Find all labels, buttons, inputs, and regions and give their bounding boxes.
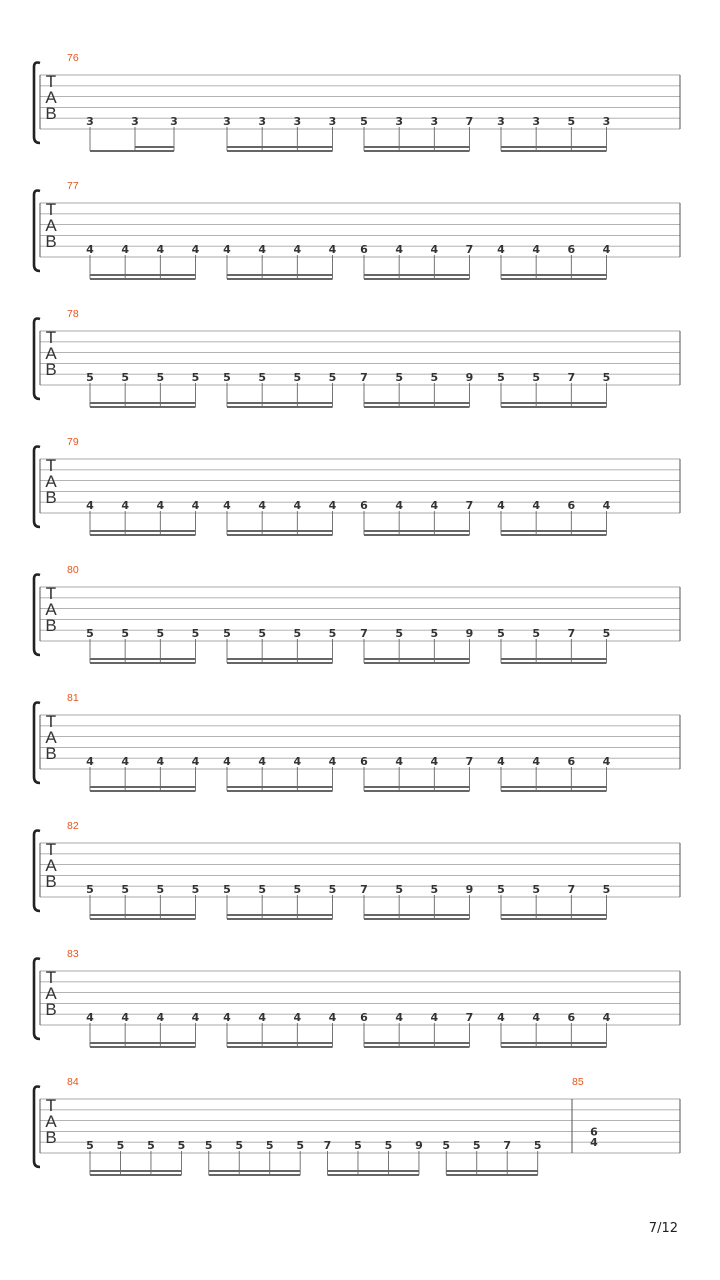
fret-number: 5 [328, 627, 337, 640]
fret-number: 4 [258, 243, 266, 256]
fret-number: 3 [293, 115, 302, 128]
fret-number: 5 [354, 1139, 362, 1152]
measure-number: 76 [67, 52, 79, 64]
fret-number: 4 [191, 755, 200, 768]
fret-number: 4 [293, 243, 302, 256]
tab-clef-letter: B [45, 872, 57, 891]
tab-clef-letter: A [45, 984, 57, 1003]
fret-number: 4 [121, 755, 129, 768]
fret-number: 3 [170, 115, 178, 128]
fret-number: 7 [360, 883, 368, 896]
measure-number: 78 [67, 308, 79, 320]
fret-number: 7 [567, 627, 576, 640]
tab-clef-letter: A [45, 728, 57, 747]
fret-number: 9 [415, 1139, 423, 1152]
fret-number: 4 [258, 1011, 266, 1024]
fret-number: 5 [395, 627, 403, 640]
tab-clef-letter: A [45, 600, 57, 619]
fret-number: 4 [258, 755, 266, 768]
tab-system [34, 1076, 680, 1175]
fret-number: 5 [430, 371, 439, 384]
fret-number: 9 [465, 883, 474, 896]
fret-number: 4 [258, 499, 266, 512]
tab-clef-letter: B [45, 1000, 57, 1019]
fret-number: 4 [293, 499, 302, 512]
fret-number: 3 [223, 115, 231, 128]
fret-number: 5 [235, 1139, 244, 1152]
fret-number: 5 [156, 627, 165, 640]
fret-number: 3 [602, 115, 611, 128]
fret-number: 4 [328, 1011, 337, 1024]
fret-number: 4 [395, 243, 403, 256]
tab-clef-letter: B [45, 360, 57, 379]
fret-number: 3 [430, 115, 439, 128]
fret-number: 5 [296, 1139, 305, 1152]
fret-number: 6 [590, 1125, 598, 1139]
fret-number: 5 [532, 371, 540, 384]
fret-number: 4 [191, 499, 200, 512]
system-bracket [34, 831, 40, 912]
fret-number: 4 [532, 243, 540, 256]
fret-number: 4 [395, 1011, 403, 1024]
system-bracket [34, 575, 40, 656]
fret-number: 5 [156, 371, 165, 384]
fret-number: 7 [503, 1139, 512, 1152]
fret-number: 7 [360, 371, 368, 384]
fret-number: 4 [395, 755, 403, 768]
fret-number: 4 [86, 243, 94, 256]
fret-number: 5 [293, 627, 302, 640]
fret-number: 5 [86, 627, 94, 640]
fret-number: 4 [121, 243, 129, 256]
fret-number: 4 [86, 1011, 94, 1024]
tab-system [34, 308, 680, 407]
fret-number: 7 [567, 883, 576, 896]
fret-number: 6 [567, 499, 576, 512]
tab-clef-letter: A [45, 472, 57, 491]
fret-number: 5 [532, 627, 540, 640]
measure-number: 85 [572, 1076, 584, 1088]
fret-number: 5 [204, 1139, 213, 1152]
fret-number: 4 [497, 755, 505, 768]
fret-number: 7 [465, 115, 474, 128]
fret-number: 7 [323, 1139, 332, 1152]
fret-number: 4 [86, 499, 94, 512]
fret-number: 3 [532, 115, 540, 128]
tab-clef-letter: B [45, 232, 57, 251]
fret-number: 4 [602, 1011, 611, 1024]
fret-number: 5 [602, 883, 611, 896]
measure-number: 77 [67, 180, 79, 192]
fret-number: 6 [360, 243, 368, 256]
fret-number: 4 [223, 243, 231, 256]
fret-number: 4 [590, 1136, 598, 1150]
fret-number: 5 [497, 371, 505, 384]
tab-system [34, 820, 680, 919]
fret-number: 7 [465, 1011, 474, 1024]
fret-number: 5 [121, 371, 129, 384]
fret-number: 5 [265, 1139, 274, 1152]
tab-clef-letter: B [45, 104, 57, 123]
fret-number: 5 [567, 115, 576, 128]
fret-number: 5 [328, 883, 337, 896]
fret-number: 4 [430, 755, 439, 768]
measure-number: 79 [67, 436, 79, 448]
system-bracket [34, 63, 40, 144]
fret-number: 5 [177, 1139, 186, 1152]
fret-number: 4 [156, 243, 165, 256]
fret-number: 4 [156, 499, 165, 512]
tab-clef-letter: T [45, 328, 57, 347]
fret-number: 5 [328, 371, 337, 384]
fret-number: 5 [472, 1139, 481, 1152]
tab-clef-letter: B [45, 744, 57, 763]
fret-number: 5 [360, 115, 368, 128]
fret-number: 5 [121, 883, 129, 896]
fret-number: 3 [131, 115, 139, 128]
fret-number: 7 [360, 627, 368, 640]
fret-number: 4 [328, 499, 337, 512]
fret-number: 5 [497, 883, 505, 896]
fret-number: 7 [465, 243, 474, 256]
tab-clef-letter: A [45, 88, 57, 107]
fret-number: 5 [191, 627, 200, 640]
fret-number: 3 [258, 115, 266, 128]
tab-system [34, 52, 680, 151]
tab-clef-letter: A [45, 856, 57, 875]
fret-number: 5 [191, 371, 200, 384]
fret-number: 7 [465, 755, 474, 768]
fret-number: 6 [567, 755, 576, 768]
system-bracket [34, 191, 40, 272]
fret-number: 5 [430, 883, 439, 896]
fret-number: 5 [395, 883, 403, 896]
fret-number: 4 [328, 243, 337, 256]
fret-number: 6 [360, 1011, 368, 1024]
system-bracket [34, 703, 40, 784]
tab-clef-letter: B [45, 616, 57, 635]
fret-number: 7 [465, 499, 474, 512]
fret-number: 4 [430, 243, 439, 256]
fret-number: 5 [602, 627, 611, 640]
fret-number: 4 [430, 1011, 439, 1024]
fret-number: 4 [191, 243, 200, 256]
tab-clef-letter: B [45, 1128, 57, 1147]
measure-number: 83 [67, 948, 79, 960]
fret-number: 5 [223, 627, 231, 640]
fret-number: 4 [293, 1011, 302, 1024]
tab-clef-letter: T [45, 72, 57, 91]
fret-number: 4 [223, 1011, 231, 1024]
fret-number: 4 [497, 499, 505, 512]
tab-clef-letter: T [45, 840, 57, 859]
tab-system [34, 564, 680, 663]
fret-number: 5 [258, 627, 266, 640]
fret-number: 5 [223, 371, 231, 384]
tab-clef-letter: T [45, 200, 57, 219]
tab-clef-letter: T [45, 712, 57, 731]
fret-number: 5 [147, 1139, 155, 1152]
tab-system [34, 180, 680, 279]
fret-number: 4 [156, 1011, 165, 1024]
fret-number: 4 [121, 1011, 129, 1024]
tab-clef-letter: T [45, 1096, 57, 1115]
fret-number: 9 [465, 371, 474, 384]
fret-number: 4 [602, 499, 611, 512]
fret-number: 5 [384, 1139, 393, 1152]
fret-number: 5 [497, 627, 505, 640]
fret-number: 5 [258, 371, 266, 384]
tab-system [34, 948, 680, 1047]
fret-number: 4 [223, 499, 231, 512]
fret-number: 5 [223, 883, 231, 896]
fret-number: 5 [442, 1139, 451, 1152]
system-bracket [34, 319, 40, 400]
tab-clef-letter: B [45, 488, 57, 507]
fret-number: 4 [497, 243, 505, 256]
fret-number: 7 [567, 371, 576, 384]
fret-number: 5 [191, 883, 200, 896]
measure-number: 84 [67, 1076, 79, 1088]
fret-number: 5 [395, 371, 403, 384]
tab-clef-letter: T [45, 968, 57, 987]
fret-number: 4 [395, 499, 403, 512]
fret-number: 5 [86, 883, 94, 896]
fret-number: 3 [395, 115, 403, 128]
fret-number: 4 [328, 755, 337, 768]
fret-number: 5 [602, 371, 611, 384]
fret-number: 6 [567, 243, 576, 256]
tab-system [34, 436, 680, 535]
fret-number: 4 [156, 755, 165, 768]
tab-clef-letter: T [45, 456, 57, 475]
fret-number: 3 [497, 115, 505, 128]
fret-number: 5 [293, 371, 302, 384]
fret-number: 4 [602, 755, 611, 768]
fret-number: 4 [223, 755, 231, 768]
fret-number: 4 [293, 755, 302, 768]
measure-number: 80 [67, 564, 79, 576]
fret-number: 4 [532, 1011, 540, 1024]
fret-number: 4 [86, 755, 94, 768]
fret-number: 5 [293, 883, 302, 896]
system-bracket [34, 959, 40, 1040]
fret-number: 5 [533, 1139, 542, 1152]
fret-number: 5 [156, 883, 165, 896]
fret-number: 4 [532, 499, 540, 512]
fret-number: 5 [86, 1139, 94, 1152]
fret-number: 6 [360, 499, 368, 512]
fret-number: 4 [430, 499, 439, 512]
fret-number: 4 [602, 243, 611, 256]
fret-number: 5 [116, 1139, 125, 1152]
system-bracket [34, 447, 40, 528]
fret-number: 3 [86, 115, 94, 128]
fret-number: 3 [328, 115, 337, 128]
fret-number: 6 [360, 755, 368, 768]
system-bracket [34, 1087, 40, 1168]
fret-number: 6 [567, 1011, 576, 1024]
tab-clef-letter: A [45, 1112, 57, 1131]
fret-number: 5 [430, 627, 439, 640]
fret-number: 9 [465, 627, 474, 640]
fret-number: 4 [532, 755, 540, 768]
fret-number: 5 [121, 627, 129, 640]
fret-number: 4 [121, 499, 129, 512]
fret-number: 5 [86, 371, 94, 384]
tab-clef-letter: A [45, 216, 57, 235]
measure-number: 82 [67, 820, 79, 832]
page-number: 7/12 [648, 1221, 678, 1236]
tab-system [34, 692, 680, 791]
measure-number: 81 [67, 692, 79, 704]
tab-clef-letter: A [45, 344, 57, 363]
fret-number: 5 [258, 883, 266, 896]
fret-number: 4 [191, 1011, 200, 1024]
fret-number: 5 [532, 883, 540, 896]
fret-number: 4 [497, 1011, 505, 1024]
tab-clef-letter: T [45, 584, 57, 603]
